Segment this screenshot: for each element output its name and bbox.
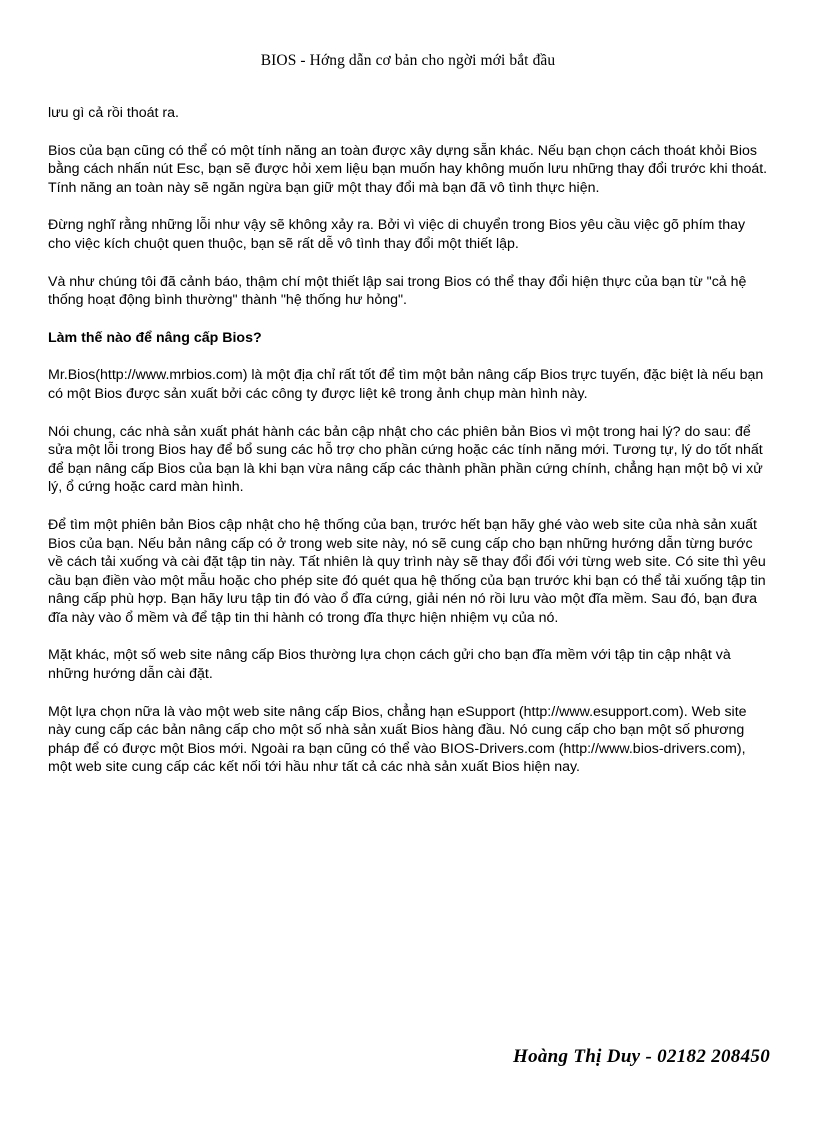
document-body	[48, 104, 770, 796]
paragraph-continuation: lưu gì cả rồi thoát ra.	[48, 105, 179, 121]
paragraph-safety-feature: Bios của bạn cũng có thể có một tính năng an toàn được xây dựng sẵn khác. Nếu bạn chọn cách thoát khỏi Bios bằng cách nhấn nút Esc, bạn sẽ được hỏi xem liệu bạn muốn hay không muốn lưu những thay đổi trước khi thoát. Tính năng an toàn này sẽ ngăn ngừa bạn giữ một thay đổi mà bạn đã vô tình thực hiện.	[48, 142, 768, 196]
paragraph-mistakes-warning: Đừng nghĩ rằng những lỗi như vậy sẽ không xảy ra. Bởi vì việc di chuyển trong Bios yêu cầu việc gõ phím thay cho việc kích chuột quen thuộc, bạn sẽ rất dễ vô tình thay đổi một thiết lập.	[48, 217, 746, 252]
paragraph-mrbios: Mr.Bios(http://www.mrbios.com) là một địa chỉ rất tốt để tìm một bản nâng cấp Bios trực tuyến, đặc biệt là nếu bạn có một Bios được sản xuất bởi các công ty được liệt kê trong ảnh chụp màn hình này.	[48, 367, 764, 402]
paragraph-find-update: Để tìm một phiên bản Bios cập nhật cho hệ thống của bạn, trước hết bạn hãy ghé vào web site của nhà sản xuất Bios của bạn. Nếu bản nâng cấp có ở trong web site này, nó sẽ cung cấp cho bạn những hướng dẫn từng bước về cách tải xuống và cài đặt tập tin này. Tất nhiên là quy trình này sẽ thay đổi đối với từng web site. Có site thì yêu cầu bạn điền vào một mẫu hoặc cho phép site đó quét qua hệ thống của bạn trước khi bạn có thể tải xuống tập tin nâng cấp phù hợp. Bạn hãy lưu tập tin đó vào ổ đĩa cứng, giải nén nó rồi lưu vào một đĩa mềm. Sau đó, bạn đưa đĩa này vào ổ mềm và để tập tin thi hành có trong đĩa thực hiện nhiệm vụ của nó.	[48, 516, 766, 626]
section-heading-upgrade: Làm thế nào để nâng cấp Bios?	[48, 329, 262, 346]
paragraph-floppy: Mặt khác, một số web site nâng cấp Bios thường lựa chọn cách gửi cho bạn đĩa mềm với tập tin cập nhật và những hướng dẫn cài đặt.	[48, 647, 731, 683]
paragraph-wrong-setting: Và như chúng tôi đã cảnh báo, thậm chí một thiết lập sai trong Bios có thể thay đổi hiện thực của bạn từ "cả hệ thống hoạt động bình thường" thành "hệ thống hư hỏng".	[48, 273, 747, 309]
paragraph-esupport: Một lựa chọn nữa là vào một web site nâng cấp Bios, chẳng hạn eSupport (http://www.esupport.com). Web site này cung cấp các bản nâng cấp cho một số nhà sản xuất Bios hàng đầu. Nó cung cấp cho bạn một số phương pháp để có được một Bios mới. Ngoài ra bạn cũng có thể vào BIOS-Drivers.com (http://www.bios-drivers.com), một web site cung cấp các kết nối tới hầu như tất cả các nhà sản xuất Bios hiện nay.	[48, 703, 747, 776]
footer-signature: Hoàng Thị Duy - 02182 208450	[513, 1046, 770, 1067]
page-header-title: BIOS - Hớng dẫn cơ bản cho ngời mới bắt đầu	[260, 52, 556, 69]
paragraph-reasons: Nói chung, các nhà sản xuất phát hành các bản cập nhật cho các phiên bản Bios vì một trong hai lý? do sau: để sửa một lỗi trong Bios hay để bổ sung các hỗ trợ cho phần cứng hoặc các tính năng mới. Tương tự, lý do tốt nhất để bạn nâng cấp Bios của bạn là khi bạn vừa nâng cấp các thành phần phần cứng chính, chẳng hạn một bộ vi xử lý, ổ cứng hoặc card màn hình.	[48, 423, 763, 496]
